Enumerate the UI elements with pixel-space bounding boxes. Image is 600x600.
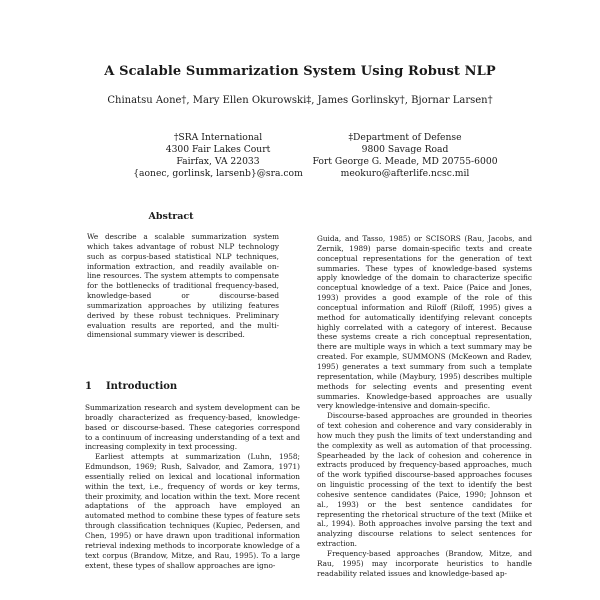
body-paragraph: Discourse-based approaches are grounded in theories of text cohesion and coherence and vary considerably in how much they push the limits of text understanding and the complexity as well as automation of that processing. Spearheaded by the lack of cohesion and coherence in extracts produced by frequency-based approaches, much of the work typified discourse-based approaches focuses on linguistic processing of the text to identify the best cohesive sentence candidates (Paice, 1990; Johnson et al., 1993) or the best sentence candidates for representing the rhetorical structure of the text (Miike et al., 1994). Both approaches involve parsing the text and analyzing discourse relations to select sentences for extraction. (317, 411, 532, 549)
abstract-text (87, 232, 279, 340)
affiliation-dod (290, 132, 520, 180)
section-heading (85, 381, 191, 392)
affiliation-line: 4300 Fair Lakes Court (165, 144, 271, 155)
section-title: Introduction (105, 381, 178, 392)
left-column-body (85, 403, 300, 570)
abstract-heading: Abstract (148, 211, 194, 222)
affiliation-line: 9800 Savage Road (361, 144, 449, 155)
author-list: Chinatsu Aone†, Mary Ellen Okurowski‡, James Gorlinsky†, Bjornar Larsen† (107, 95, 493, 106)
abstract-paragraph: We describe a scalable summarization system which takes advantage of robust NLP technology such as corpus-based statistical NLP techniques, information extraction, and readily available on-line resources. The system attempts to compensate for the bottlenecks of traditional frequency-based, knowledge-based or discourse-based summarization approaches by utilizing features derived by these robust techniques. Preliminary evaluation results are reported, and the multi-dimensional summary viewer is described. (87, 232, 279, 340)
body-paragraph: Earliest attempts at summarization (Luhn, 1958; Edmundson, 1969; Rush, Salvador, and Zamora, 1971) essentially relied on lexical and locational information within the text, i.e., frequency of words or key terms, their proximity, and location within the text. More recent adaptations of the approach have employed an automated method to combine these types of feature sets through classification techniques (Kupiec, Pedersen, and Chen, 1995) or have drawn upon traditional information retrieval indexing methods to incorporate knowledge of a text corpus (Brandow, Mitze, and Rau, 1995). To a large extent, these types of shallow approaches are igno- (85, 452, 300, 570)
paper-title: A Scalable Summarization System Using Robust NLP (104, 64, 496, 79)
affiliation-line: meokuro@afterlife.ncsc.mil (340, 168, 470, 179)
right-column-body (317, 234, 532, 579)
affiliation-line: Fairfax, VA 22033 (176, 156, 260, 167)
section-number: 1 (85, 381, 92, 392)
affiliation-line: †SRA International (173, 132, 263, 143)
body-paragraph: Guida, and Tasso, 1985) or SCISORS (Rau, Jacobs, and Zernik, 1989) parse domain-specific texts and create conceptual representations for the generation of text summaries. These types of knowledge-based systems apply knowledge of the domain to characterize specific conceptual knowledge of a text. Paice (Paice and Jones, 1993) provides a good example of the role of this conceptual information and Riloff (Riloff, 1995) gives a method for automatically identifying relevant concepts highly correlated with a category of interest. Because these systems create a rich conceptual representation, there are multiple ways in which a text summary may be created. For example, SUMMONS (McKeown and Radev, 1995) generates a text summary from such a template representation, while (Maybury, 1995) describes multiple methods for selecting events and presenting event summaries. Knowledge-based approaches are usually very knowledge-intensive and domain-specific. (317, 234, 532, 411)
affiliation-line: {aonec, gorlinsk, larsenb}@sra.com (133, 168, 303, 179)
affiliation-sra (118, 132, 318, 180)
body-paragraph: Frequency-based approaches (Brandow, Mitze, and Rau, 1995) may incorporate heuristics to handle readability related issues and knowledge-based ap- (317, 549, 532, 578)
affiliation-line: Fort George G. Meade, MD 20755-6000 (312, 156, 498, 167)
affiliation-line: ‡Department of Defense (348, 132, 462, 143)
body-paragraph: Summarization research and system development can be broadly characterized as frequency-based, knowledge-based or discourse-based. These categories correspond to a continuum of increasing understanding of a text and increasing complexity in text processing. (85, 403, 300, 452)
